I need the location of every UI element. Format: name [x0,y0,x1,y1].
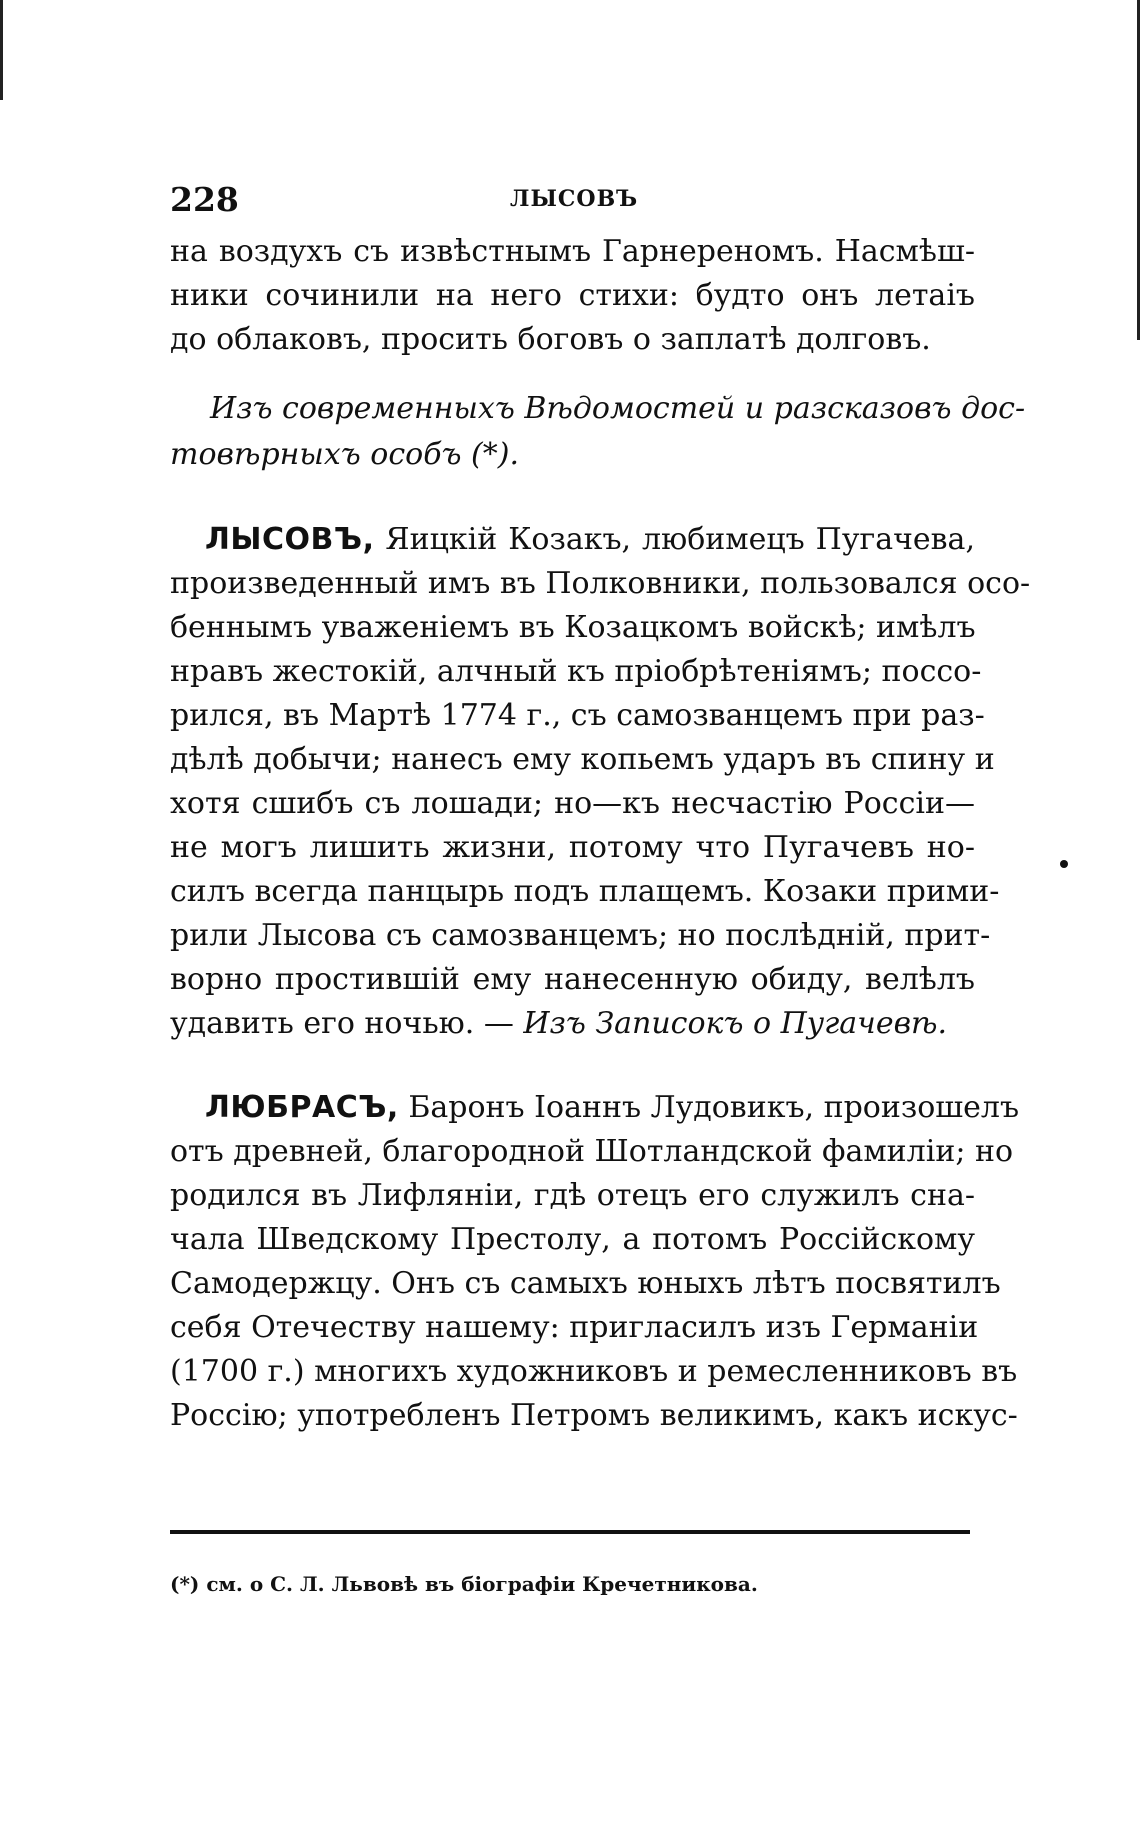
entry-last-line [170,1002,975,1046]
text-line: рился, въ Мартѣ 1774 г., съ самозванцемъ при раз- [170,698,985,733]
opening-paragraph [170,230,975,362]
text-line: ники сочинили на него стихи: будто онъ летаiъ [170,278,975,313]
entry-first-line [170,1086,1020,1130]
text-fragment: Баронъ Іоаннъ Лудовикъ, произошелъ [408,1090,1020,1125]
scan-edge-left [0,0,3,100]
margin-mark [1060,860,1068,868]
text-line: себя Отечеству нашему: пригласилъ изъ Германіи [170,1310,979,1345]
text-line: ворно простившій ему нанесенную обиду, велѣлъ [170,962,975,997]
text-line: Россію; употребленъ Петромъ великимъ, какъ искус- [170,1398,1018,1433]
text-line: Самодержцу. Онъ съ самыхъ юныхъ лѣтъ посвятилъ [170,1266,1001,1301]
text-line: хотя сшибъ съ лошади; но—къ несчастію Россіи— [170,786,975,821]
text-line: родился въ Лифляніи, гдѣ отецъ его служилъ сна- [170,1178,975,1213]
footnote-rule [170,1530,970,1534]
footnote: (*) см. о С. Л. Львовѣ въ біографіи Кречетникова. [170,1572,758,1596]
text-line: произведенный имъ въ Полковники, пользовался осо- [170,566,1031,601]
running-title: ЛЫСОВЪ [510,186,639,212]
text-line: беннымъ уваженіемъ въ Козацкомъ войскѣ; имѣлъ [170,610,976,645]
source-note [170,386,1026,478]
text-line: рили Лысова съ самозванцемъ; но послѣдній, прит- [170,918,991,953]
entry-name-lubras: ЛЮБРАСЪ, [205,1090,399,1125]
entry-lubras [170,1086,1020,1438]
text-line: чала Шведскому Престолу, а потомъ Россійскому [170,1222,975,1257]
text-line: (1700 г.) многихъ художниковъ и ремесленниковъ въ [170,1354,1018,1389]
entry-lysov [170,518,1031,1046]
text-line: отъ древней, благородной Шотландской фамиліи; но [170,1134,1014,1169]
source-citation: Изъ Записокъ о Пугачевѣ. [523,1006,948,1041]
running-head [170,180,975,230]
entry-first-line [170,518,975,562]
text-line: дѣлѣ добычи; нанесъ ему копьемъ ударъ въ спину и [170,742,995,777]
page-number: 228 [170,180,239,219]
text-line: нравъ жестокій, алчный къ пріобрѣтеніямъ; поссо- [170,654,982,689]
page-body [170,180,1031,1438]
source-note-line: Изъ современныхъ Вѣдомостей и разсказовъ дос- [210,391,1026,426]
text-line: силъ всегда панцырь подъ плащемъ. Козаки прими- [170,874,1000,909]
text-line: до облаковъ, просить боговъ о заплатѣ долговъ. [170,322,931,357]
text-line: не могъ лишить жизни, потому что Пугачевъ но- [170,830,975,865]
text-line: на воздухъ съ извѣстнымъ Гарнереномъ. Насмѣш- [170,234,975,269]
text-fragment: Яицкій Козакъ, любимецъ Пугачева, [385,522,975,557]
entry-name-lysov: ЛЫСОВЪ, [205,522,375,557]
text-fragment: удавить его ночью. — [170,1006,524,1041]
source-note-line: товѣрныхъ особъ (*). [170,437,519,472]
